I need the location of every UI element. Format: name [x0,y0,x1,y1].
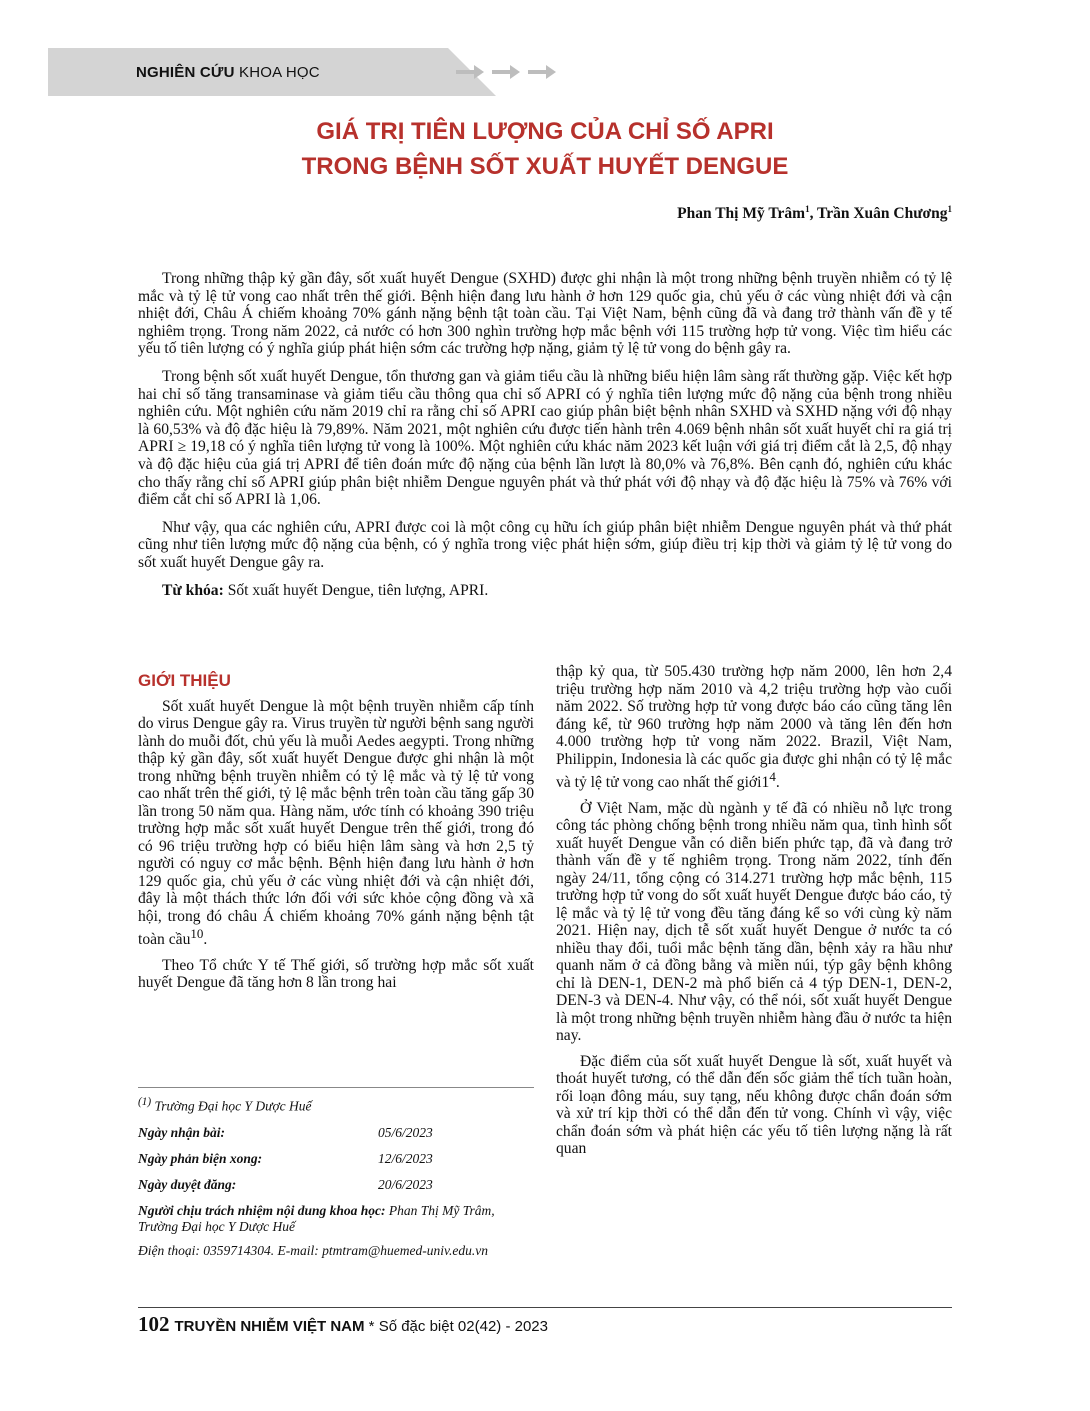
reviewed-date-row: Ngày phản biện xong: 12/6/2023 [138,1150,433,1166]
responsible-person: Người chịu trách nhiệm nội dung khoa học: Phan Thị Mỹ Trâm, Trường Đại học Y Dược Huế [138,1202,495,1234]
body-paragraph: Đặc điểm của sốt xuất huyết Dengue là sốt, xuất huyết và thoát huyết tương, có thể dẫn đến sốc giảm thể tích tuần hoàn, rối loạn đông máu, suy tạng, nếu không được chẩn đoán sớm và xử trí kịp thời có thể dẫn đến tử vong. Chính vì vậy, việc chẩn đoán sớm và phát hiện các yếu tố tiên lượng nặng là rất quan [556,1052,952,1158]
received-date-row: Ngày nhận bài: 05/6/2023 [138,1124,433,1140]
article-footnote [138,1087,534,1259]
footer-divider [138,1307,952,1308]
arrow-decoration-icon [454,62,564,82]
page-number: 102 [138,1312,170,1336]
abstract-paragraph: Như vậy, qua các nghiên cứu, APRI được coi là một công cụ hữu ích giúp phân biệt nhiễm Dengue nguyên phát và thứ phát cũng như tiên lượng mức độ nặng của bệnh, có ý nghĩa trong việc phát hiện sớm, giúp điều trị kịp thời và giảm tỷ lệ tử vong do sốt xuất huyết Dengue gây ra. [138,518,952,571]
section-label: NGHIÊN CỨU KHOA HỌC [136,64,320,81]
body-paragraph: Sốt xuất huyết Dengue là một bệnh truyền nhiễm cấp tính do virus Dengue gây ra. Virus truyền từ người bệnh sang người lành do muỗi đốt, chủ yếu là muỗi Aedes aegypti. Trong những thập kỷ gần đây, sốt xuất huyết Dengue được ghi nhận là một trong những bệnh truyền nhiễm có tỷ lệ mắc và tỷ lệ tử vong cao nhất trên thế giới, tỷ lệ mắc bệnh trên toàn cầu tăng gấp 30 lần trong 50 năm qua. Hàng năm, ước tính có khoảng 390 triệu trường hợp mắc sốt xuất huyết Dengue trên thế giới, trong đó có 96 triệu trường hợp có biểu hiện lâm sàng và hơn 2,5 tỷ người có nguy cơ mắc bệnh. Bệnh hiện đang lưu hành ở hơn 129 quốc gia, chủ yếu ở các vùng nhiệt đới và cận nhiệt đới, đây là một thách thức lớn đối với sức khỏe cộng đồng và xã hội, trong đó châu Á chiếm khoảng 70% gánh nặng bệnh tật toàn cầu$^{10}$. [138,697,534,949]
keywords: Từ khóa: Sốt xuất huyết Dengue, tiên lượng, APRI. [162,581,489,599]
body-paragraph: Ở Việt Nam, mặc dù ngành y tế đã có nhiều nỗ lực trong công tác phòng chống bệnh trong nhiều năm qua, tình hình sốt xuất huyết Dengue vẫn có diễn biến phức tạp, đã và đang trở thành vấn đề y tế nghiêm trọng. Trong năm 2022, tính đến ngày 24/11, tổng cộng có 314.271 trường hợp mắc bệnh, 115 trường hợp tử vong do sốt xuất huyết Dengue được báo cáo, tỷ lệ mắc và tỷ lệ tử vong đều tăng đáng kể so với cùng kỳ năm 2021. Hiện nay, dịch tễ sốt xuất huyết Dengue ở nước ta có nhiều thay đổi, tuổi mắc bệnh tăng dần, bệnh xảy ra hầu như quanh năm ở cả đồng bằng và miền núi, týp gây bệnh không chỉ là DEN-1, DEN-2 mà phổ biến cả 4 týp DEN-1, DEN-2, DEN-3 và DEN-4. Như vậy, có thể nói, sốt xuất huyết Dengue là một trong những bệnh truyền nhiễm hàng đầu ở nước ta hiện nay. [556,799,952,1045]
affiliation: $^{(1)}$ Trường Đại học Y Dược Huế [138,1096,312,1114]
page-footer: 102 TRUYỀN NHIỄM VIỆT NAM * Số đặc biệt 02(42) - 2023 [138,1312,548,1336]
body-column-left [138,672,534,1000]
accepted-date-row: Ngày duyệt đăng: 20/6/2023 [138,1176,433,1192]
body-column-right [556,663,952,1166]
body-paragraph: thập kỷ qua, từ 505.430 trường hợp năm 2000, lên hơn 2,4 triệu trường hợp năm 2010 và 4,2 triệu trường hợp vào cuối năm 2022. Số trường hợp tử vong được báo cáo cũng tăng lên đáng kể, từ 960 trường hợp năm 2000 và tăng lên đến hơn 4.000 trường hợp tử vong năm 2022. Brazil, Việt Nam, Philippin, Indonesia là các quốc gia được ghi nhận có tỷ lệ mắc và tỷ lệ tử vong cao nhất thế $giới1^4$. [556,663,952,792]
article-title-line-2: TRONG BỆNH SỐT XUẤT HUYẾT DENGUE [301,153,789,180]
body-paragraph: Theo Tổ chức Y tế Thế giới, số trường hợp mắc sốt xuất huyết Dengue đã tăng hơn 8 lần trong hai [138,956,534,992]
contact-info: Điện thoại: 0359714304. E-mail: ptmtram@huemed-univ.edu.vn [138,1242,488,1258]
issue-info: Số đặc biệt 02(42) - 2023 [378,1318,548,1335]
article-title-line-1: GIÁ TRỊ TIÊN LƯỢNG CỦA CHỈ SỐ APRI [316,118,774,145]
abstract [138,270,952,609]
author-list: Phan Thị Mỹ Trâm$^1$, Trần Xuân Chương$^1$ [677,204,952,223]
section-heading-introduction: GIỚI THIỆU [138,671,231,690]
abstract-paragraph: Trong những thập kỷ gần đây, sốt xuất huyết Dengue (SXHD) được ghi nhận là một trong những bệnh truyền nhiễm có tỷ lệ mắc và tỷ lệ tử vong cao nhất trên thế giới. Bệnh hiện đang lưu hành ở hơn 129 quốc gia, chủ yếu ở các vùng nhiệt đới và cận nhiệt đới, Châu Á chiếm khoảng 70% gánh nặng bệnh tật toàn cầu. Tại Việt Nam, bệnh cũng đã và đang trở thành vấn đề y tế nghiêm trọng. Trong năm 2022, cả nước có hơn 300 nghìn trường hợp mắc bệnh với 115 trường hợp tử vong. Việc tìm hiểu các yếu tố tiên lượng có ý nghĩa giúp phát hiện sớm các trường hợp nặng, giảm tỷ lệ tử vong do bệnh gây ra. [138,270,952,358]
journal-name: TRUYỀN NHIỄM VIỆT NAM [174,1318,365,1335]
abstract-paragraph: Trong bệnh sốt xuất huyết Dengue, tổn thương gan và giảm tiểu cầu là những biểu hiện lâm sàng rất thường gặp. Việc kết hợp hai chỉ số tăng transaminase và giảm tiểu cầu thông qua chỉ số APRI có ý nghĩa tiên lượng mức độ nặng của bệnh trong nhiều nghiên cứu. Một nghiên cứu năm 2019 chỉ ra rằng chỉ số APRI cao giúp phân biệt bệnh nhân SXHD và SXHD nặng với độ nhạy là 60,53% và độ đặc hiệu là 79,89%. Năm 2021, một nghiên cứu được tiến hành trên 4.069 bệnh nhân sốt xuất huyết chỉ ra giá trị APRI ≥ 19,18 có ý nghĩa tiên lượng tử vong là 100%. Một nghiên cứu khác năm 2023 kết luận với giá trị điểm cắt là 2,5, độ nhạy và độ đặc hiệu của giá trị APRI để tiên đoán mức độ nặng của bệnh lần lượt là 80,0% và 76,8%. Bên cạnh đó, nghiên cứu khác cho thấy rằng chỉ số APRI giúp phân biệt nhiễm Dengue nguyên phát và thứ phát với độ nhạy và độ đặc hiệu là 75% và 76% với điểm cắt chỉ số APRI là 1,06. [138,367,952,509]
